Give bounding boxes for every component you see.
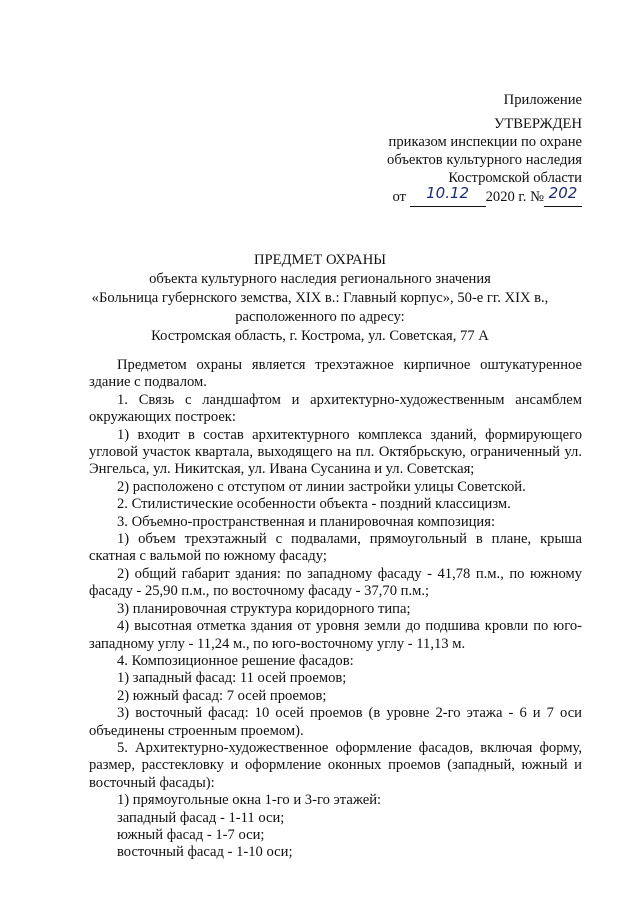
paragraph: 1) западный фасад: 11 осей проемов; xyxy=(117,670,347,687)
paragraph: 3. Объемно-пространственная и планировочная композиция: xyxy=(117,513,496,530)
paragraph: 2) южный фасад: 7 осей проемов; xyxy=(117,687,327,704)
approval-date-line xyxy=(392,184,582,207)
paragraph: 4) высотная отметка здания от уровня земли до подшива кровли по юго-западному углу - 11,24 м., по юго-восточному углу - 11,13 м. xyxy=(89,618,582,652)
paragraph: 4. Композиционное решение фасадов: xyxy=(117,652,354,669)
paragraph: 2) общий габарит здания: по западному фасаду - 41,78 п.м., по южному фасаду - 25,90 п.м., по восточному фасаду - 37,70 п.м.; xyxy=(89,565,582,600)
approval-line: объектов культурного наследия xyxy=(387,152,582,168)
paragraph: 1. Связь с ландшафтом и архитектурно-художественным ансамблем окружающих построек: xyxy=(89,391,582,426)
paragraph: 5. Архитектурно-художественное оформление фасадов, включая форму, размер, расстекловку и оформление оконных проемов (западный, южный и восточный фасады): xyxy=(89,739,582,791)
paragraph: 2) расположено с отступом от линии застройки улицы Советской. xyxy=(117,478,526,495)
paragraph: западный фасад - 1-11 оси; xyxy=(117,809,285,826)
document-body xyxy=(89,357,582,862)
title-line: расположенного по адресу: xyxy=(235,309,405,325)
title-line: «Больница губернского земства, XIX в.: Главный корпус», 50-е гг. XIX в., xyxy=(91,290,549,306)
paragraph: южный фасад - 1-7 оси; xyxy=(117,826,265,843)
paragraph: 3) планировочная структура коридорного типа; xyxy=(117,600,411,617)
appendix-label: Приложение xyxy=(503,92,582,108)
paragraph: 1) входит в состав архитектурного комплекса зданий, формирующего угловой участок квартала, выходящего на пл. Октябрьскую, ограниченный ул. Энгельса, ул. Никитская, ул. Ивана Сусанина и ул. Советская; xyxy=(89,426,582,478)
number-blank xyxy=(544,184,582,207)
approval-line: приказом инспекции по охране xyxy=(388,134,582,150)
paragraph: 1) объем трехэтажный с подвалами, прямоугольный в плане, крыша скатная с вальмой по южному фасаду; xyxy=(89,531,582,565)
paragraph: 3) восточный фасад: 10 осей проемов (в уровне 2-го этажа - 6 и 7 оси объединены строенным проемом). xyxy=(89,705,582,739)
date-prefix: от xyxy=(392,189,406,205)
handwritten-number: 202 xyxy=(548,184,578,202)
approval-line: Костромской области xyxy=(448,170,582,186)
document-heading: ПРЕДМЕТ ОХРАНЫ xyxy=(254,252,386,268)
handwritten-date: 10.12 xyxy=(426,184,470,202)
paragraph: восточный фасад - 1-10 оси; xyxy=(117,844,293,861)
title-line: Костромская область, г. Кострома, ул. Советская, 77 А xyxy=(151,328,489,344)
date-blank xyxy=(410,184,486,207)
year-text: 2020 г. № xyxy=(485,189,544,205)
title-line: объекта культурного наследия регионального значения xyxy=(149,271,491,287)
paragraph: 1) прямоугольные окна 1-го и 3-го этажей: xyxy=(117,792,382,809)
approved-label: УТВЕРЖДЕН xyxy=(494,116,582,132)
paragraph: 2. Стилистические особенности объекта - поздний классицизм. xyxy=(117,496,511,513)
paragraph: Предметом охраны является трехэтажное кирпичное оштукатуренное здание с подвалом. xyxy=(89,357,582,391)
